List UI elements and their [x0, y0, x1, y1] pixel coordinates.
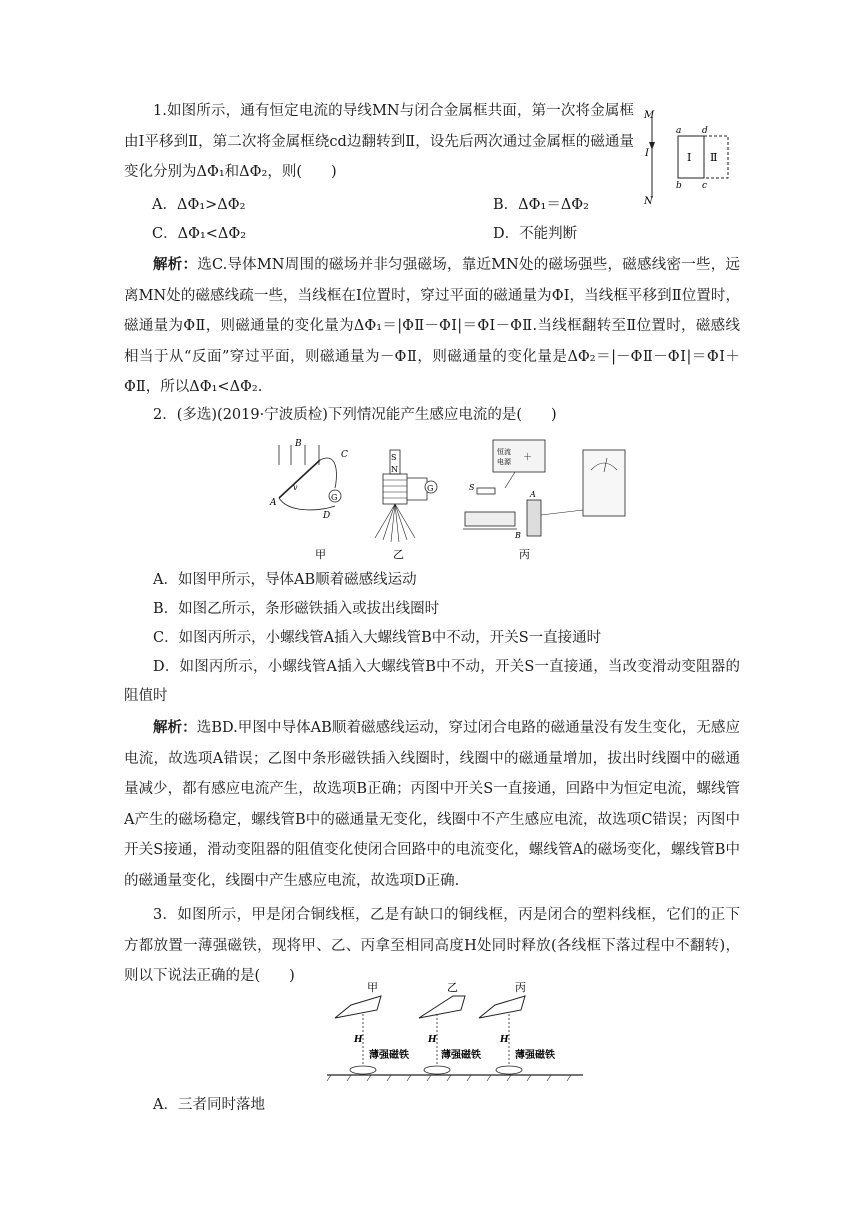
q1-option-b: B．ΔΦ₁＝ΔΦ₂ [493, 197, 589, 213]
q1-label-c: c [702, 181, 708, 191]
q3-label-bing: 丙 [515, 981, 526, 994]
q1-figure [640, 108, 740, 208]
q2-label-v: v [293, 483, 298, 492]
q2-label-S: S [391, 453, 397, 462]
q2-figure-bing [463, 440, 625, 561]
q3-stem: 3．如图所示，甲是闭合铜线框，乙是有缺口的铜线框，丙是闭合的塑料线框，它们的正下方都放置一薄强磁铁，现将甲、乙、丙拿至相同高度H处同时释放(各线框下落过程中不翻转)，则以下说法正确的是( ) [124, 907, 740, 984]
q2-option-b: B．如图乙所示，条形磁铁插入或拔出线圈时 [153, 601, 440, 617]
q2-label-jia: 甲 [315, 548, 326, 561]
q2-label-A2: A [530, 490, 536, 499]
q3-label-jia: 甲 [367, 981, 378, 994]
q1-option-a: A．ΔΦ₁>ΔΦ₂ [152, 197, 246, 213]
q2-label-G2: G [427, 484, 434, 493]
q2-label-yi: 乙 [393, 548, 404, 561]
q1-option-c: C．ΔΦ₁<ΔΦ₂ [152, 226, 247, 242]
q2-option-d: D．如图丙所示，小螺线管A插入大螺线管B中不动，开关S一直接通，当改变滑动变阻器的阻值时 [124, 659, 740, 704]
q3-label-H1: H [354, 1035, 363, 1045]
q2-figure-yi [375, 450, 437, 561]
q2-analysis-text: 选BD.甲图中导体AB顺着磁感线运动，穿过闭合电路的磁通量没有发生变化，无感应电流，故选项A错误；乙图中条形磁铁插入线圈时，线圈中的磁通量增加，拔出时线圈中的磁通量减少，都有感应电流产生，故选项B正确；丙图中开关S一直接通，回路中为恒定电流，螺线管A产生的磁场稳定，螺线管B中的磁通量无变化，线圈中不产生感应电流，故选项C错误；丙图中开关S接通，滑动变阻器的阻值变化使闭合回路中的电流变化，螺线管A的磁场变化，螺线管B中的磁通量变化，线圈中产生感应电流，故选项D正确. [124, 720, 741, 889]
q3-label-yi: 乙 [447, 981, 458, 994]
q2-option-c: C．如图丙所示，小螺线管A插入大螺线管B中不动，开关S一直接通时 [153, 630, 602, 646]
q1-region-1: Ⅰ [687, 151, 692, 164]
q2-label-S2: S [469, 483, 475, 492]
q1-label-M: M [644, 110, 655, 121]
q1-label-I: I [645, 148, 649, 159]
q1-label-N: N [644, 196, 653, 207]
q2-label-G1: G [331, 493, 338, 502]
q1-label-b: b [676, 181, 682, 191]
q2-label-C: C [341, 450, 348, 460]
q2-label-B: B [295, 439, 302, 449]
q1-region-2: Ⅱ [710, 151, 718, 164]
q2-label-N: N [391, 465, 398, 474]
q2-stem: 2．(多选)(2019·宁波质检)下列情况能产生感应电流的是( ) [153, 407, 557, 423]
q2-figure-jia [269, 439, 348, 561]
q2-option-a: A．如图甲所示，导体AB顺着磁感线运动 [153, 572, 417, 588]
q1-analysis [124, 250, 740, 403]
q3-label-H3: H [500, 1035, 509, 1045]
q1-analysis-label: 解析： [153, 256, 198, 273]
q3-figure [325, 980, 585, 1084]
q2-analysis [124, 713, 740, 896]
q3-magnet-label-1: 薄强磁铁 [369, 1050, 409, 1061]
q2-figure [265, 430, 635, 565]
q2-power-label-1: 恒流 [497, 448, 511, 456]
q1-analysis-text: 选C.导体MN周围的磁场并非匀强磁场，靠近MN处的磁场强些，磁感线密一些，远离MN处的磁感线疏一些，当线框在Ⅰ位置时，穿过平面的磁通量为ΦⅠ，当线框平移到Ⅱ位置时，磁通量为ΦⅡ，则磁通量的变化量为ΔΦ₁＝|ΦⅡ－ΦⅠ|＝ΦⅠ－ΦⅡ.当线框翻转至Ⅱ位置时，磁感线相当于从“反面”穿过平面，则磁通量为－ΦⅡ，则磁通量的变化量是ΔΦ₂＝|－ΦⅡ－ΦⅠ|＝ΦⅠ＋ΦⅡ，所以ΔΦ₁<ΔΦ₂. [124, 257, 740, 395]
q1-label-d: d [702, 126, 708, 136]
q1-option-d: D．不能判断 [493, 226, 578, 242]
q1-stem: 1.如图所示，通有恒定电流的导线MN与闭合金属框共面，第一次将金属框由Ⅰ平移到Ⅱ，第二次将金属框绕cd边翻转到Ⅱ，设先后两次通过金属框的磁通量变化分别为ΔΦ₁和ΔΦ₂，则( ) [124, 103, 634, 180]
q3-magnet-label-3: 薄强磁铁 [515, 1050, 555, 1061]
q2-label-A: A [270, 498, 277, 508]
q2-label-B2: B [515, 531, 521, 540]
q1-label-a: a [676, 126, 682, 136]
q2-label-bing: 丙 [519, 548, 530, 561]
q2-label-D: D [323, 511, 331, 521]
q2-analysis-label: 解析： [153, 719, 197, 736]
q3-magnet-label-2: 薄强磁铁 [441, 1050, 481, 1061]
q3-option-a: A．三者同时落地 [153, 1097, 265, 1113]
svg-text:＋: ＋ [523, 453, 533, 463]
q2-power-label-2: 电源 [497, 458, 511, 466]
q3-label-H2: H [428, 1035, 437, 1045]
